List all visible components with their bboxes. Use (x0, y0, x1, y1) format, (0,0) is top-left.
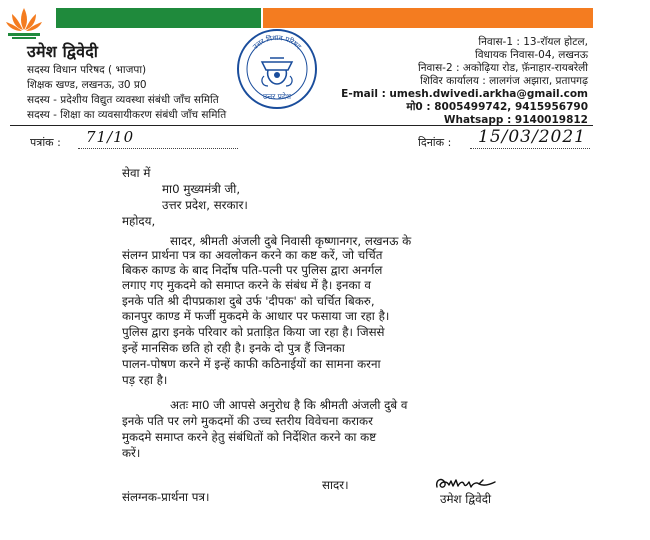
residence-2: निवास-2 : अकोढ़िया रोड, फ़ॅनाहार-रायबरेली (417, 62, 588, 74)
mla-residence: विधायक निवास-04, लखनऊ (474, 49, 588, 61)
date-value: 15/03/2021 (478, 127, 586, 147)
emblem-bottom-text: उत्तर प्रदेश (262, 92, 292, 101)
header-green-bar (56, 8, 261, 28)
para1-line: बिकरु काण्ड के बाद निर्दोष पति-पत्नी पर पुलिस द्वारा अनर्गल (122, 263, 383, 277)
handwritten-signature (433, 473, 503, 493)
para1-line: लगाए गए मुकदमे को समाप्त करने के संबंध में है। इनका व (122, 278, 371, 292)
patrank-label: पत्रांक : (30, 136, 61, 149)
residence-1: निवास-1 : 13-रॉयल होटल, (478, 36, 588, 48)
header-saffron-bar (263, 8, 593, 28)
seva-mein: सेवा में (122, 166, 151, 180)
para2-line: मुकदमे समाप्त करने हेतु संबंधितों को निर्देशित करने का कष्ट (122, 430, 377, 444)
para2-line: करें। (122, 446, 141, 460)
mobile-line: मो0 : 8005499742, 9415956790 (406, 101, 588, 113)
para1-line: पुलिस द्वारा इनके परिवार को प्रताड़ित किया जा रहा है। जिससे (122, 325, 385, 339)
enclosure: संलग्नक-प्रार्थना पत्र। (122, 490, 210, 504)
para1-line: कानपुर काण्ड में फर्जी मुकदमे के आधार पर फसाया जा रहा है। (122, 309, 390, 323)
para1-line: पालन-पोषण करने में इन्हें काफी कठिनाईयों का सामना करना (122, 357, 381, 371)
recipient-line-2: उत्तर प्रदेश, सरकार। (162, 198, 248, 212)
designation-line: सदस्य विधान परिषद ( भाजपा) (27, 64, 147, 76)
email-line: E-mail : umesh.dwivedi.arkha@gmail.com (341, 88, 588, 100)
camp-office: शिविर कार्यालय : लालगंज अझारा, प्रतापगढ़ (420, 75, 588, 87)
contact-block (341, 36, 588, 127)
committee-line-2: सदस्य - शिक्षा का व्यवसायीकरण संबंधी जाँच समिति (27, 109, 227, 121)
para1-line: इनके पति श्री दीपप्रकाश दुबे उर्फ 'दीपक' को चर्चित बिकरु, (122, 294, 375, 308)
council-emblem-icon (236, 28, 318, 110)
para1-line: इन्हें मानसिक छति हो रही है। इनके दो पुत्र हैं जिनका (122, 341, 345, 355)
para1-line: पड़ रहा है। (122, 373, 168, 387)
para1-line: संलग्न प्रार्थना पत्र का अवलोकन करने का कष्ट करें, जो चर्चित (122, 248, 383, 262)
date-underline (470, 148, 590, 149)
para2-line: इनके पति पर लगे मुकदमों की उच्च स्तरीय विवेचना कराकर (122, 414, 373, 428)
whatsapp-line: Whatsapp : 9140019812 (443, 114, 588, 126)
date-label: दिनांक : (418, 136, 452, 149)
signatory-name: उमेश द्विवेदी (440, 492, 492, 506)
member-name: उमेश द्विवेदी (27, 42, 99, 61)
header-divider (10, 125, 593, 126)
greeting: महोदय, (122, 214, 156, 228)
patrank-underline (78, 148, 238, 149)
closing: सादर। (322, 478, 349, 492)
para2-line: अतः मा0 जी आपसे अनुरोध है कि श्रीमती अंजली दुबे व (170, 398, 408, 412)
para1-line: सादर, श्रीमती अंजली दुबे निवासी कृष्णानगर, लखनऊ के (170, 234, 412, 248)
committee-line-1: सदस्य - प्रदेशीय विद्युत व्यवस्था संबंधी जाँच समिति (27, 94, 219, 106)
constituency-line: शिक्षक खण्ड, लखनऊ, उ0 प्र0 (27, 79, 147, 91)
lotus-logo-icon (2, 2, 46, 42)
svg-text:उत्तर विधान परिषद (251, 33, 303, 51)
recipient-line-1: मा0 मुख्यमंत्री जी, (162, 182, 241, 196)
emblem-top-text: उत्तर विधान परिषद (251, 33, 303, 51)
patrank-value: 71/10 (86, 128, 135, 146)
